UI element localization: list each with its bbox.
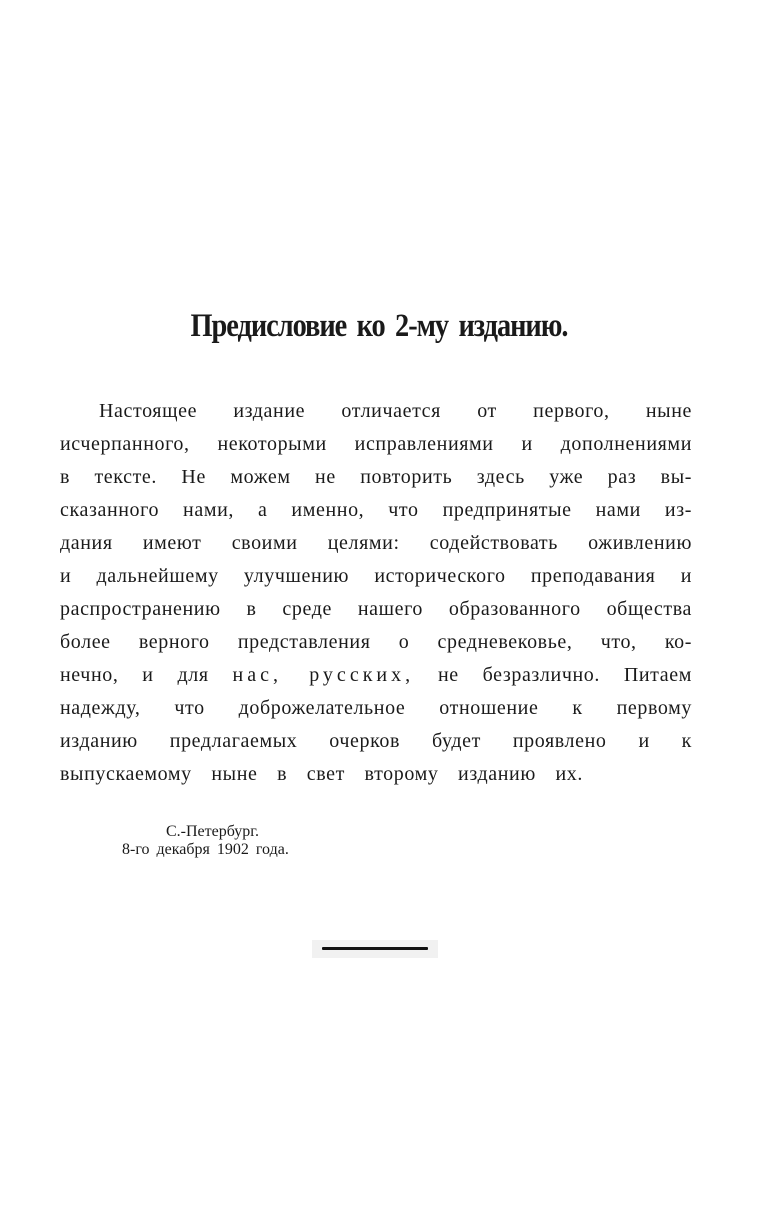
divider-rule — [322, 947, 428, 950]
preface-body — [60, 395, 692, 791]
text-line: и дальнейшему улучшению исторического преподавания и — [60, 565, 692, 587]
text-line: изданию предлагаемых очерков будет проявлено и к — [60, 730, 692, 752]
text-fragment: не безразлично. Питаем — [437, 664, 692, 686]
text-line: распространению в среде нашего образованного общества — [60, 598, 692, 620]
spaced-text: нас, русских, — [232, 664, 415, 686]
signature-place: С.-Петербург. — [166, 823, 260, 840]
text-line: в тексте. Не можем не повторить здесь уже раз вы- — [60, 466, 692, 488]
text-line: Настоящее издание отличается от первого, ныне — [99, 400, 692, 422]
text-line — [60, 659, 692, 692]
text-line: более верного представления о средневековье, что, ко- — [60, 631, 692, 653]
divider-ornament — [312, 940, 438, 958]
page-title: Предисловие ко 2-му изданию. — [190, 308, 568, 344]
text-line: надежду, что доброжелательное отношение к первому — [60, 697, 692, 719]
text-fragment: нечно, и для — [60, 664, 209, 686]
text-line: исчерпанного, некоторыми исправлениями и дополнениями — [60, 433, 692, 455]
text-line: сказанного нами, а именно, что предпринятые нами из- — [60, 499, 692, 521]
text-line: выпускаемому ныне в свет второму изданию их. — [60, 763, 583, 785]
text-line: дания имеют своими целями: содействовать оживлению — [60, 532, 692, 554]
signature-date: 8-го декабря 1902 года. — [122, 841, 289, 858]
